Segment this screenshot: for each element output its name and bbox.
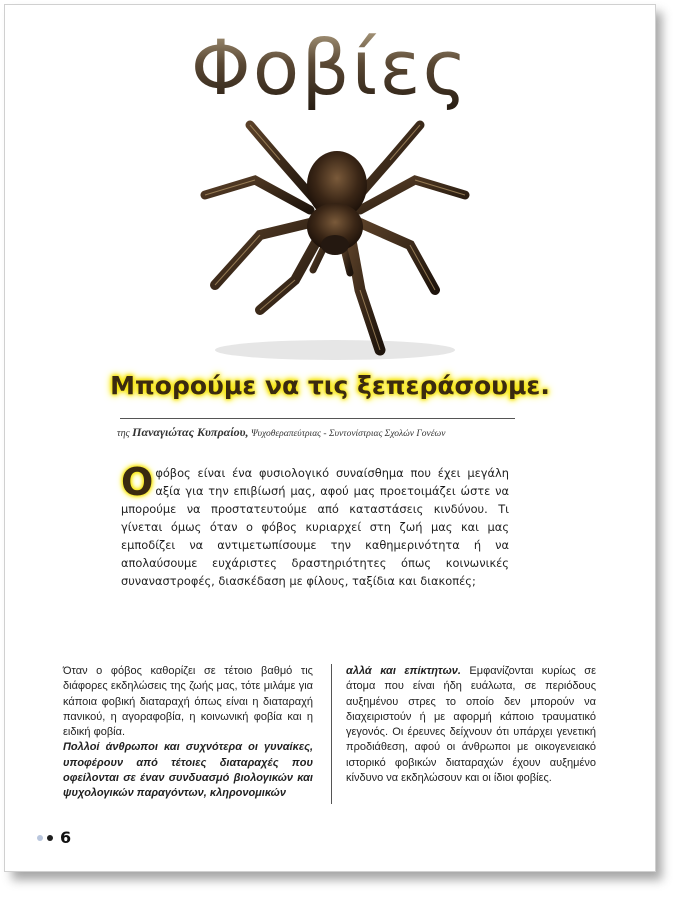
article-title: Φοβίες: [5, 23, 655, 112]
magazine-page: [4, 4, 656, 872]
tarantula-spider-illustration: [185, 105, 485, 365]
column-rule: [331, 664, 332, 804]
byline-role: Ψυχοθεραπεύτριας - Συντονίστριας Σχολών Γονέων: [251, 429, 446, 439]
column-left-paragraph: Όταν ο φόβος καθορίζει σε τέτοιο βαθμό τις διάφορες εκδηλώσεις της ζωής μας, τότε μιλάμε για κάποια φοβική διαταραχή όπως είναι η διαταραχή πανικού, η αγοραφοβία, η κοινωνική φοβία και η ειδική φοβία.: [63, 665, 313, 739]
column-right-paragraph: Εμφανίζονται κυρίως σε άτομα που είναι ήδη ευάλωτα, σε περιόδους αυξημένου στρες το οποίο δεν μπορούν να διαχειριστούν ή με αφορμή κάποιο τραυματικό γεγονός. Οι έρευνες δείχνουν ότι υπάρχει γενετική προδιάθεση, αφού οι άνθρωποι με οικογενειακό ιστορικό φοβικών διαταραχών έχουν αυξημένο κίνδυνο να εκδηλώσουν και οι ίδιοι φοβίες.: [346, 665, 596, 785]
intro-paragraph: [121, 460, 509, 590]
column-left-emphasis: Πολλοί άνθρωποι και συχνότερα οι γυναίκες, υποφέρουν από τέτοιες διαταραχές που οφείλονται σε έναν συνδυασμό βιολογικών και ψυχολογικών παραγόντων, κληρονομικών: [63, 741, 313, 800]
byline: [117, 425, 537, 440]
page-folio: [37, 828, 71, 847]
byline-author: Παναγιώτας Κυπραίου,: [132, 425, 249, 439]
dropcap: Ο: [121, 460, 154, 504]
text-column-left: [63, 664, 313, 802]
subtitle-text: Μπορούμε να τις ξεπεράσουμε.: [110, 371, 550, 400]
folio-dot-light: [37, 835, 43, 841]
article-subtitle: [5, 371, 655, 400]
byline-prefix: της: [117, 428, 130, 439]
text-column-right: [346, 664, 596, 786]
folio-dot-dark: [47, 835, 53, 841]
intro-text: φόβος είναι ένα φυσιολογικό συναίσθημα που έχει μεγάλη αξία για την επιβίωσή μας, αφού μας προετοιμάζει ώστε να μπορούμε να προστατευτούμε από καταστάσεις κινδύνου. Τι γίνεται όμως όταν ο φόβος κυριαρχεί στη ζωή μας και μας εμποδίζει να αντιμετωπίσουμε την καθημερινότητα ή να απολαύσουμε ευχάριστες δραστηριότητες όπως κοινωνικές συναναστροφές, διασκέδαση με φίλους, ταξίδια και διακοπές;: [121, 466, 509, 588]
column-right-emphasis: αλλά και επίκτητων.: [346, 665, 461, 677]
byline-divider: [120, 418, 515, 419]
page-number: 6: [60, 828, 72, 847]
